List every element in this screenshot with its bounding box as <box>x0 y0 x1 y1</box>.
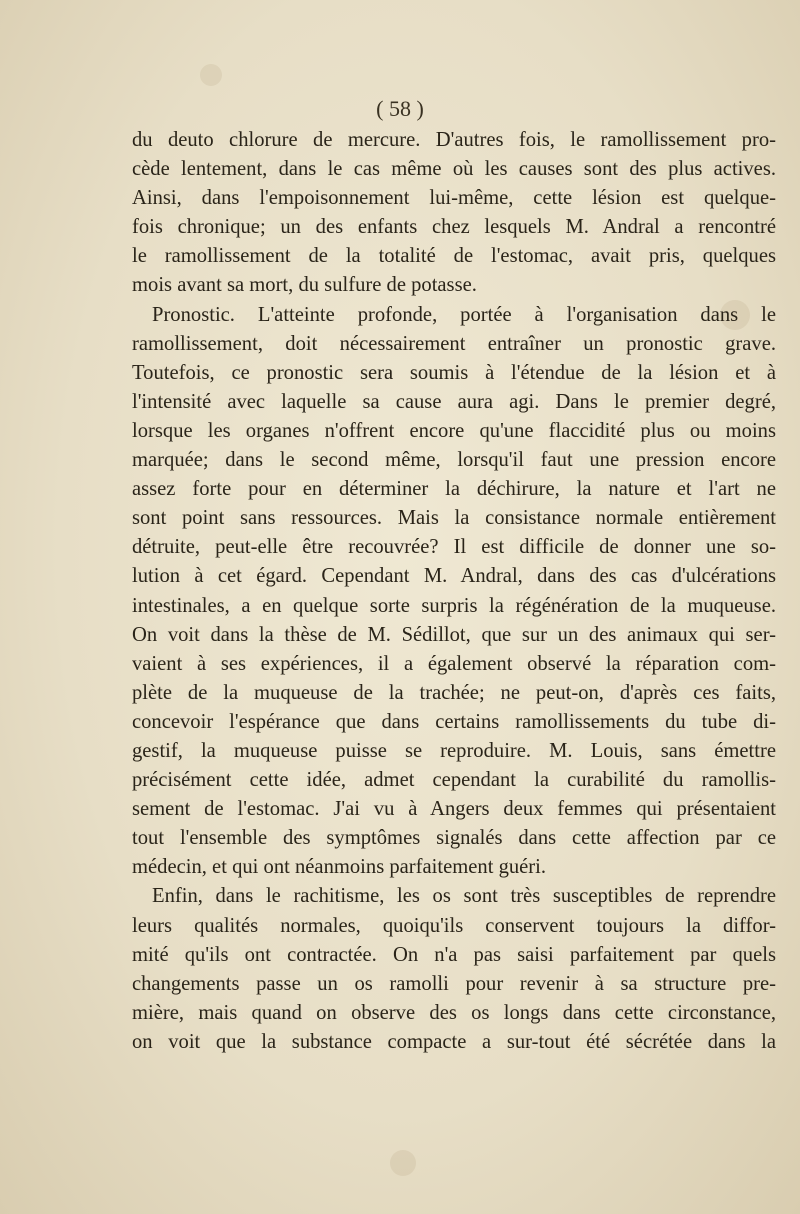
text-line: cède lentement, dans le cas même où les causes sont des plus actives. <box>132 158 776 181</box>
text-line: médecin, et qui ont néanmoins parfaitement guéri. <box>132 856 547 879</box>
body-text <box>132 126 776 1057</box>
text-line: marquée; dans le second même, lorsqu'il faut une pression encore <box>132 449 776 472</box>
text-line: le ramollissement de la totalité de l'estomac, avait pris, quelques <box>132 245 776 268</box>
text-line: vaient à ses expériences, il a également observé la réparation com- <box>132 652 776 675</box>
text-line: ramollissement, doit nécessairement entraîner un pronostic grave. <box>132 332 776 355</box>
paper-stain <box>200 64 222 86</box>
text-line: On voit dans la thèse de M. Sédillot, que sur un des animaux qui ser- <box>132 623 776 646</box>
page-number: ( 58 ) <box>376 96 424 121</box>
text-line: fois chronique; un des enfants chez lesquels M. Andral a rencontré <box>132 216 776 239</box>
text-line: on voit que la substance compacte a sur-tout été sécrétée dans la <box>132 1030 776 1053</box>
text-line: leurs qualités normales, quoiqu'ils conservent toujours la diffor- <box>132 914 776 937</box>
text-line: du deuto chlorure de mercure. D'autres fois, le ramollissement pro- <box>132 129 776 151</box>
text-line: sont point sans ressources. Mais la consistance normale entièrement <box>132 507 776 530</box>
text-line: Ainsi, dans l'empoisonnement lui-même, cette lésion est quelque- <box>132 187 776 210</box>
text-line: précisément cette idée, admet cependant la curabilité du ramollis- <box>132 769 776 792</box>
text-line: mité qu'ils ont contractée. On n'a pas saisi parfaitement par quels <box>132 943 776 966</box>
text-line: Pronostic. L'atteinte profonde, portée à l'organisation dans le <box>152 303 776 326</box>
text-line: changements passe un os ramolli pour revenir à sa structure pre- <box>132 972 776 995</box>
text-line: plète de la muqueuse de la trachée; ne peut-on, d'après ces faits, <box>132 681 776 704</box>
text-line: gestif, la muqueuse puisse se reproduire. M. Louis, sans émettre <box>132 739 776 762</box>
text-line: détruite, peut-elle être recouvrée? Il est difficile de donner une so- <box>132 536 776 559</box>
text-line: concevoir l'espérance que dans certains ramollissements du tube di- <box>132 710 776 733</box>
text-line: Enfin, dans le rachitisme, les os sont très susceptibles de reprendre <box>152 885 776 908</box>
text-line: Toutefois, ce pronostic sera soumis à l'étendue de la lésion et à <box>132 361 776 384</box>
text-line: sement de l'estomac. J'ai vu à Angers deux femmes qui présentaient <box>132 798 776 821</box>
text-line: mière, mais quand on observe des os longs dans cette circonstance, <box>132 1001 776 1024</box>
text-line: l'intensité avec laquelle sa cause aura agi. Dans le premier degré, <box>132 390 776 413</box>
text-line: lution à cet égard. Cependant M. Andral, dans des cas d'ulcérations <box>132 565 776 588</box>
paper-stain <box>390 1150 416 1176</box>
text-line: tout l'ensemble des symptômes signalés dans cette affection par ce <box>132 827 776 850</box>
text-line: lorsque les organes n'offrent encore qu'une flaccidité plus ou moins <box>132 419 776 442</box>
text-line: mois avant sa mort, du sulfure de potasse. <box>132 274 477 297</box>
text-line: assez forte pour en déterminer la déchirure, la nature et l'art ne <box>132 478 776 501</box>
text-line: intestinales, a en quelque sorte surpris la régénération de la muqueuse. <box>132 594 776 617</box>
